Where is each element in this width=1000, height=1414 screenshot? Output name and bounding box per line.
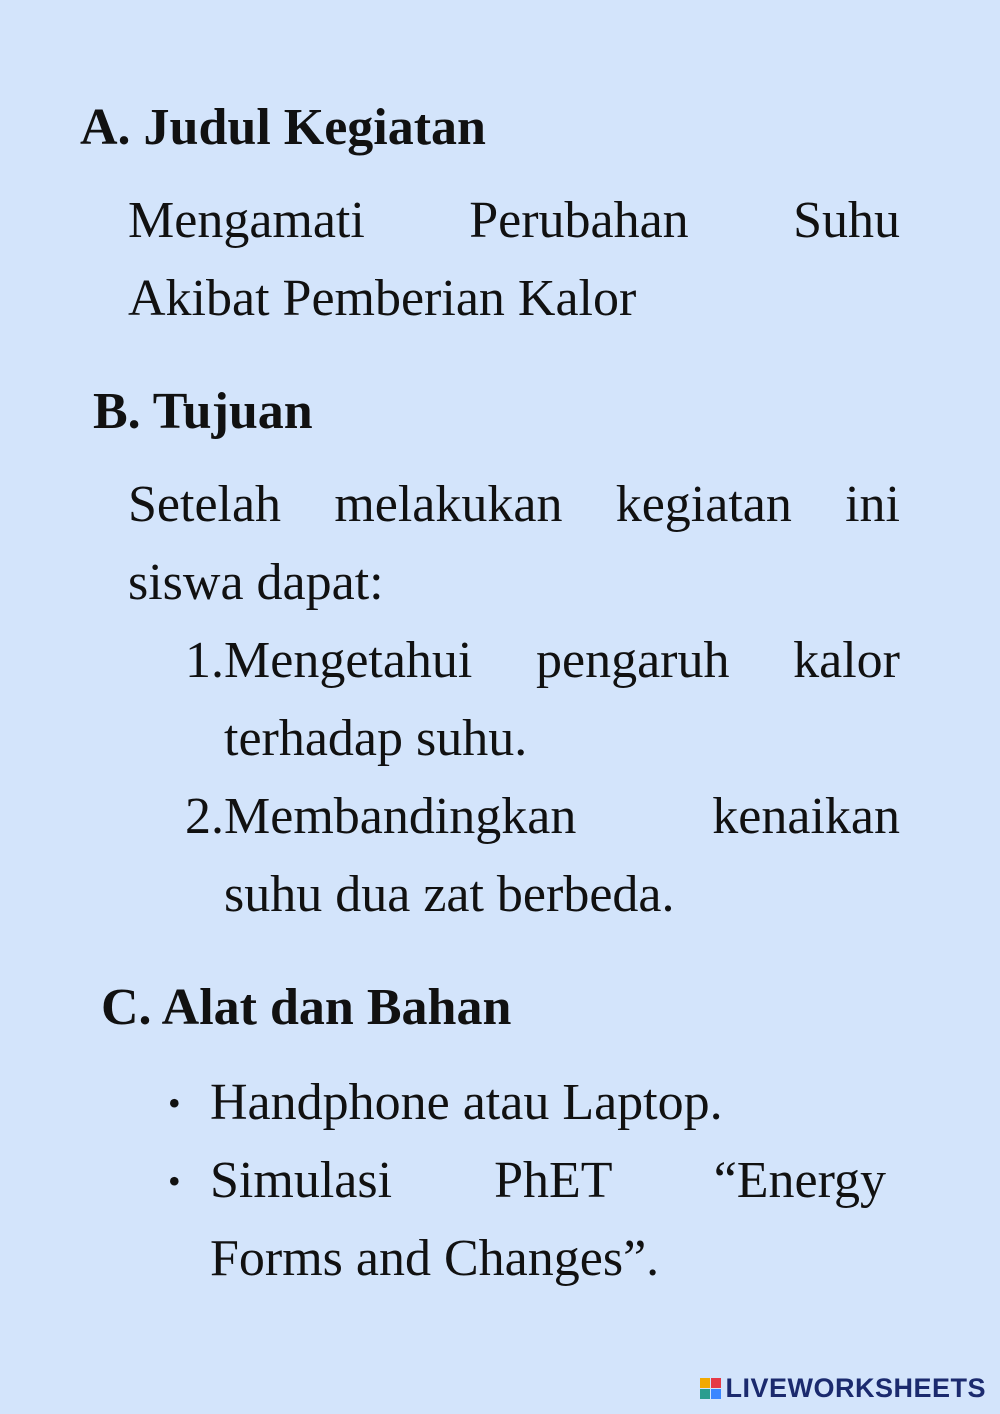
logo-cell-4 [711,1389,721,1399]
material-line-1: Handphone atau Laptop. [210,1074,723,1131]
objective-line-2: terhadap suhu. [224,710,528,767]
section-b-intro-line-1: Setelah melakukan kegiatan ini [128,476,900,533]
objective-line-1: Mengetahui pengaruh kalor [224,632,900,689]
section-b-intro-line-2: siswa dapat: [128,554,384,611]
section-c-heading: C. Alat dan Bahan [101,979,512,1036]
objective-number: 1. [185,632,224,689]
material-line-2: Forms and Changes”. [210,1230,660,1287]
objective-line-2: suhu dua zat berbeda. [224,866,675,923]
section-a-line-2: Akibat Pemberian Kalor [128,270,637,327]
watermark-text: LIVEWORKSHEETS [725,1373,986,1403]
objective-number: 2. [185,788,224,845]
logo-cell-1 [700,1378,710,1388]
section-a-body [128,182,900,338]
logo-cell-2 [711,1378,721,1388]
section-a-line-1: Mengamati Perubahan Suhu [128,192,900,249]
section-b-intro [128,466,900,622]
objective-line-1: Membandingkan kenaikan [224,788,900,845]
bullet-icon: • [168,1161,181,1201]
section-b-heading: B. Tujuan [93,383,313,440]
objective-item-1 [168,622,900,778]
liveworksheets-logo-icon [700,1378,721,1399]
objective-item-2 [168,778,900,934]
liveworksheets-watermark [700,1373,986,1404]
bullet-icon: • [168,1083,181,1123]
logo-cell-3 [700,1389,710,1399]
material-line-1: Simulasi PhET “Energy [210,1152,886,1209]
section-a-heading: A. Judul Kegiatan [80,99,486,156]
material-item-2 [168,1142,886,1298]
material-item-1 [168,1064,886,1142]
